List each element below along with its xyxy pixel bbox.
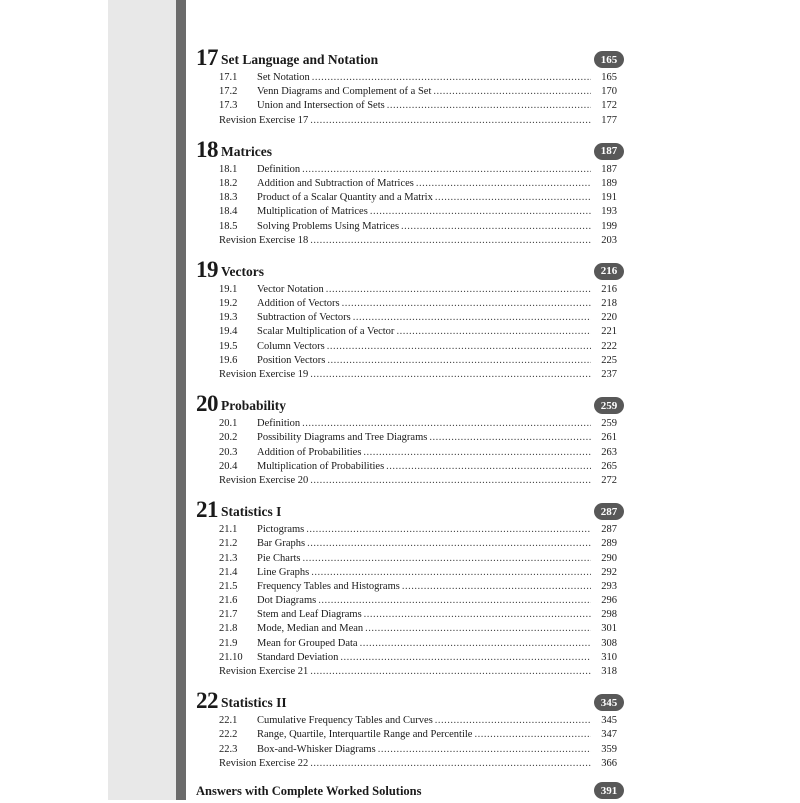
section-number: 21.8 <box>219 623 238 635</box>
toc-section-row[interactable] <box>196 743 617 757</box>
toc-section-row[interactable] <box>196 283 617 297</box>
dot-leader <box>310 757 591 771</box>
toc-section-row[interactable] <box>196 608 617 622</box>
chapter-21 <box>196 498 624 679</box>
chapter-page-badge: 187 <box>594 143 624 160</box>
section-number: 21.7 <box>219 609 238 621</box>
toc-section-row[interactable] <box>196 728 617 742</box>
toc-section-row[interactable] <box>196 431 617 445</box>
chapter-title: Probability <box>221 398 287 414</box>
section-title: Standard Deviation <box>257 651 339 663</box>
answers-page-badge: 391 <box>594 782 624 799</box>
left-margin-rule <box>176 0 186 800</box>
section-title: Subtraction of Vectors <box>257 312 351 324</box>
dot-leader <box>363 446 591 460</box>
chapter-20 <box>196 392 624 488</box>
revision-page: 272 <box>601 474 617 486</box>
revision-title: Revision Exercise 20 <box>219 474 309 486</box>
section-title: Range, Quartile, Interquartile Range and Percentile <box>257 729 473 741</box>
dot-leader <box>474 728 591 742</box>
section-title: Line Graphs <box>257 566 310 578</box>
dot-leader <box>353 311 591 325</box>
section-title: Addition of Vectors <box>257 298 340 310</box>
chapter-page-badge: 216 <box>594 263 624 280</box>
revision-title: Revision Exercise 18 <box>219 234 309 246</box>
toc-section-row[interactable] <box>196 311 617 325</box>
section-title: Product of a Scalar Quantity and a Matrix <box>257 192 433 204</box>
dot-leader <box>310 474 591 488</box>
section-number: 19.1 <box>219 283 238 295</box>
dot-leader <box>416 177 591 191</box>
toc-section-row[interactable] <box>196 354 617 368</box>
section-page: 261 <box>601 432 617 444</box>
dot-leader <box>402 580 591 594</box>
section-title: Pictograms <box>257 524 305 536</box>
chapter-page-badge: 259 <box>594 397 624 414</box>
section-number: 17.3 <box>219 100 238 112</box>
section-number: 20.4 <box>219 460 238 472</box>
toc-section-row[interactable] <box>196 340 617 354</box>
chapter-heading[interactable] <box>196 138 624 162</box>
section-number: 18.3 <box>219 192 238 204</box>
revision-exercise-row[interactable] <box>196 368 617 382</box>
section-page: 310 <box>601 651 617 663</box>
section-number: 22.2 <box>219 729 238 741</box>
dot-leader <box>401 220 591 234</box>
section-page: 359 <box>601 743 617 755</box>
section-title: Mode, Median and Mean <box>257 623 364 635</box>
dot-leader <box>318 594 591 608</box>
section-page: 298 <box>601 609 617 621</box>
section-page: 225 <box>601 354 617 366</box>
dot-leader <box>302 552 591 566</box>
left-margin-band <box>108 0 176 800</box>
section-page: 216 <box>601 283 617 295</box>
section-page: 189 <box>601 177 617 189</box>
section-number: 21.6 <box>219 595 238 607</box>
section-title: Frequency Tables and Histograms <box>257 580 400 592</box>
section-title: Box-and-Whisker Diagrams <box>257 743 376 755</box>
section-title: Possibility Diagrams and Tree Diagrams <box>257 432 428 444</box>
revision-page: 203 <box>601 234 617 246</box>
section-number: 19.4 <box>219 326 238 338</box>
section-page: 345 <box>601 715 617 727</box>
section-number: 19.6 <box>219 354 238 366</box>
revision-page: 177 <box>601 114 617 126</box>
toc-section-row[interactable] <box>196 191 617 205</box>
chapter-17 <box>196 46 624 128</box>
chapter-number: 22 <box>196 688 218 714</box>
toc-section-row[interactable] <box>196 622 617 636</box>
chapter-number: 17 <box>196 45 218 70</box>
dot-leader <box>302 417 591 431</box>
toc-section-row[interactable] <box>196 594 617 608</box>
chapter-title: Set Language and Notation <box>221 52 379 67</box>
section-number: 18.5 <box>219 220 238 232</box>
dot-leader <box>340 651 591 665</box>
section-title: Multiplication of Matrices <box>257 206 368 218</box>
dot-leader <box>327 340 591 354</box>
revision-exercise-row[interactable] <box>196 474 617 488</box>
dot-leader <box>360 637 591 651</box>
section-number: 21.5 <box>219 580 238 592</box>
revision-exercise-row[interactable] <box>196 757 617 771</box>
dot-leader <box>365 622 591 636</box>
revision-title: Revision Exercise 19 <box>219 369 309 380</box>
section-number: 18.1 <box>219 163 238 175</box>
chapter-heading[interactable] <box>196 258 624 282</box>
dot-leader <box>302 163 591 177</box>
section-page: 290 <box>601 552 617 564</box>
chapter-list <box>196 46 624 771</box>
section-page: 292 <box>601 566 617 578</box>
dot-leader <box>364 608 591 622</box>
section-number: 21.10 <box>219 651 243 663</box>
section-page: 222 <box>601 340 617 352</box>
section-title: Position Vectors <box>257 354 326 366</box>
chapter-number: 19 <box>196 256 218 282</box>
dot-leader <box>435 191 591 205</box>
dot-leader <box>435 714 591 728</box>
section-page: 187 <box>601 163 617 175</box>
section-page: 170 <box>601 86 617 98</box>
table-of-contents <box>196 46 624 803</box>
section-title: Vector Notation <box>257 283 324 295</box>
section-title: Stem and Leaf Diagrams <box>257 609 362 621</box>
section-title: Union and Intersection of Sets <box>257 100 385 112</box>
section-title: Definition <box>257 418 301 430</box>
section-title: Column Vectors <box>257 340 325 352</box>
section-page: 287 <box>601 524 617 536</box>
revision-exercise-row[interactable] <box>196 234 617 248</box>
section-number: 18.2 <box>219 177 238 189</box>
toc-section-row[interactable] <box>196 651 617 665</box>
section-page: 263 <box>601 446 617 458</box>
toc-section-row[interactable] <box>196 297 617 311</box>
section-page: 199 <box>601 220 617 232</box>
dot-leader <box>433 85 591 99</box>
section-page: 218 <box>601 298 617 310</box>
section-page: 296 <box>601 595 617 607</box>
chapter-18 <box>196 138 624 248</box>
section-number: 21.2 <box>219 538 238 550</box>
dot-leader <box>429 431 591 445</box>
toc-section-row[interactable] <box>196 325 617 339</box>
section-page: 347 <box>601 729 617 741</box>
section-title: Definition <box>257 163 301 175</box>
section-number: 20.3 <box>219 446 238 458</box>
section-page: 293 <box>601 580 617 592</box>
toc-section-row[interactable] <box>196 523 617 537</box>
section-title: Set Notation <box>257 72 310 83</box>
section-title: Addition of Probabilities <box>257 446 362 458</box>
section-number: 21.9 <box>219 637 238 649</box>
toc-section-row[interactable] <box>196 163 617 177</box>
dot-leader <box>312 71 591 85</box>
answers-title: Answers with Complete Worked Solutions <box>196 784 422 799</box>
dot-leader <box>396 325 591 339</box>
toc-section-row[interactable] <box>196 205 617 219</box>
chapter-heading[interactable] <box>196 689 624 713</box>
section-number: 21.4 <box>219 566 238 578</box>
revision-title: Revision Exercise 22 <box>219 757 309 769</box>
chapter-page-badge: 165 <box>594 51 624 68</box>
section-page: 259 <box>601 418 617 430</box>
toc-section-row[interactable] <box>196 417 617 431</box>
section-number: 17.2 <box>219 86 238 98</box>
chapter-number: 21 <box>196 497 218 523</box>
revision-title: Revision Exercise 21 <box>219 666 309 677</box>
section-page: 301 <box>601 623 617 635</box>
revision-title: Revision Exercise 17 <box>219 114 309 126</box>
toc-section-row[interactable] <box>196 714 617 728</box>
section-number: 20.1 <box>219 418 238 430</box>
toc-section-row[interactable] <box>196 552 617 566</box>
section-page: 308 <box>601 637 617 649</box>
toc-section-row[interactable] <box>196 566 617 580</box>
chapter-heading[interactable] <box>196 498 624 522</box>
dot-leader <box>310 665 591 679</box>
chapter-title: Statistics I <box>221 504 282 520</box>
dot-leader <box>342 297 591 311</box>
section-title: Mean for Grouped Data <box>257 637 358 649</box>
toc-section-row[interactable] <box>196 580 617 594</box>
chapter-number: 18 <box>196 136 218 162</box>
section-number: 20.2 <box>219 432 238 444</box>
section-page: 289 <box>601 538 617 550</box>
toc-section-row[interactable] <box>196 71 617 85</box>
dot-leader <box>310 368 591 382</box>
chapter-page-badge: 345 <box>594 694 624 711</box>
section-number: 17.1 <box>219 72 238 83</box>
toc-section-row[interactable] <box>196 99 617 113</box>
dot-leader <box>311 566 591 580</box>
section-title: Solving Problems Using Matrices <box>257 220 400 232</box>
section-title: Bar Graphs <box>257 538 306 550</box>
chapter-title: Statistics II <box>221 695 287 711</box>
dot-leader <box>378 743 591 757</box>
section-page: 220 <box>601 312 617 324</box>
dot-leader <box>310 114 591 128</box>
section-title: Venn Diagrams and Complement of a Set <box>257 86 432 98</box>
section-page: 221 <box>601 326 617 338</box>
toc-section-row[interactable] <box>196 637 617 651</box>
dot-leader <box>307 537 591 551</box>
section-number: 19.5 <box>219 340 238 352</box>
section-number: 21.3 <box>219 552 238 564</box>
chapter-page-badge: 287 <box>594 503 624 520</box>
dot-leader <box>310 234 591 248</box>
chapter-title: Matrices <box>221 143 272 159</box>
toc-section-row[interactable] <box>196 220 617 234</box>
section-number: 21.1 <box>219 524 238 536</box>
revision-page: 237 <box>601 369 617 380</box>
section-title: Pie Charts <box>257 552 301 564</box>
section-number: 19.3 <box>219 312 238 324</box>
section-title: Multiplication of Probabilities <box>257 460 385 472</box>
dot-leader <box>327 354 591 368</box>
dot-leader <box>306 523 591 537</box>
section-page: 265 <box>601 460 617 472</box>
section-title: Dot Diagrams <box>257 595 317 607</box>
section-number: 22.1 <box>219 715 238 727</box>
revision-page: 366 <box>601 757 617 769</box>
chapter-number: 20 <box>196 391 218 417</box>
chapter-22 <box>196 689 624 771</box>
toc-section-row[interactable] <box>196 85 617 99</box>
section-number: 18.4 <box>219 206 238 218</box>
dot-leader <box>387 99 591 113</box>
section-page: 193 <box>601 206 617 218</box>
section-number: 19.2 <box>219 298 238 310</box>
section-title: Addition and Subtraction of Matrices <box>257 177 414 189</box>
chapter-19 <box>196 258 624 382</box>
section-title: Scalar Multiplication of a Vector <box>257 326 395 338</box>
revision-page: 318 <box>601 666 617 677</box>
toc-section-row[interactable] <box>196 460 617 474</box>
chapter-title: Vectors <box>221 263 264 279</box>
section-title: Cumulative Frequency Tables and Curves <box>257 715 433 727</box>
section-number: 22.3 <box>219 743 238 755</box>
toc-section-row[interactable] <box>196 537 617 551</box>
toc-section-row[interactable] <box>196 446 617 460</box>
revision-exercise-row[interactable] <box>196 114 617 128</box>
dot-leader <box>370 205 591 219</box>
section-page: 191 <box>601 192 617 204</box>
revision-exercise-row[interactable] <box>196 665 617 679</box>
toc-section-row[interactable] <box>196 177 617 191</box>
dot-leader <box>386 460 591 474</box>
chapter-heading[interactable] <box>196 392 624 416</box>
section-page: 172 <box>601 100 617 112</box>
dot-leader <box>326 283 591 297</box>
section-page: 165 <box>601 72 617 83</box>
chapter-heading[interactable] <box>196 46 624 70</box>
